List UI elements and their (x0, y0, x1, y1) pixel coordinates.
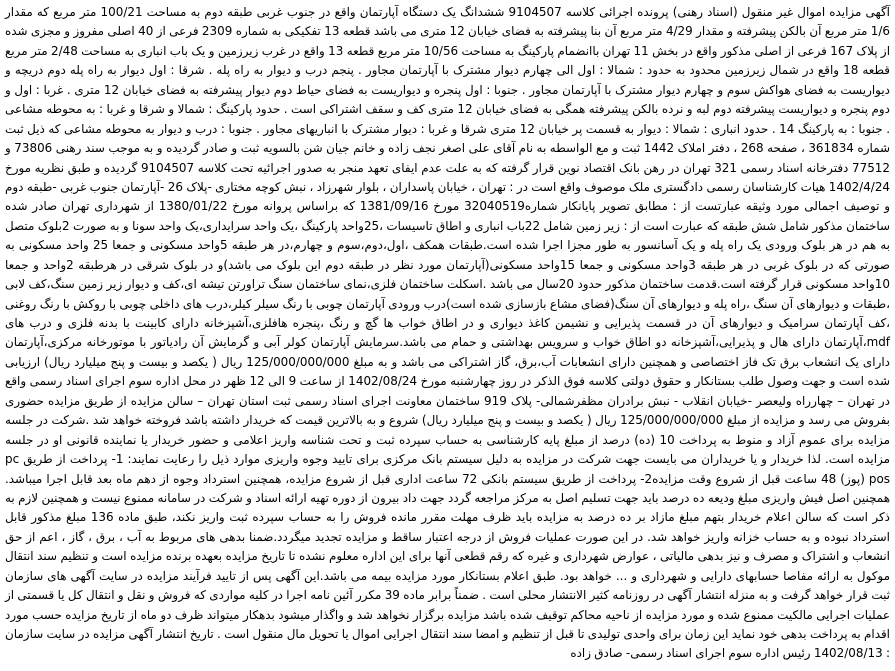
auction-notice-text: آگهی مزایده اموال غیر منقول (اسناد رهنی) پرونده اجرائی کلاسه 9104507 ششدانگ یک دستگاه آپارتمان واقع در جنوب غربی طبقه دوم به مساحت 100/21 متر مربع که مقدار 1/6 متر مربع آن بالکن پیشرفته و مقدار 4/29 متر مربع آن بنا پیشرفته به فضای خیابان 12 متری می باشد قطعه 13 تفکیکی به شماره 2309 فرعی از 40 اصلی مفروز و مجزی شده از پلاک 167 فرعی از اصلی مذکور واقع در بخش 11 تهران باانضمام پارکینگ به مساحت 10/56 متر مربع قطعه 13 واقع در غرب زیرزمین و یک باب انباری به مساحت 2/48 متر مربع قطعه 18 واقع در شمال زیرزمین محدود به حدود : شمالا : اول الی چهارم دیوار مشترک با آپارتمان مجاور . پنجم درب و دیوار به راه پله . شرقا : اول دیوار به راه پله دوم دریچه و دیواریست به فضای هواکش سوم و چهارم دیوار مشترک با آپارتمان مجاور . جنوبا : اول پنجره و دیواریست به فضای حیاط دوم دیوار پیشرفته به فضای خیابان 12 متری . غربا : اول و دوم پنجره و دیواریست پیشرفته دوم لبه و نرده بالکن پیشرفته همگی به فضای خیابان 12 متری کف و سقف اشتراکی است . حدود پارکینگ : شمالا و شرقا و غربا : به محوطه مشاعی . جنوبا : به پارکینگ 14 . حدود انباری : شمالا : دیوار به قسمت پر خیابان 12 متری شرقا و غربا : دیوار مشترک با انباریهای مجاور . جنوبا : درب و دیوار به محوطه مشاعی که ذیل ثبت شماره 361834 ، صفحه 268 ، دفتر املاک 1442 ثبت و مع الواسطه به نام آقای علی اصغر نجف زاده و خانم جیان شن بالسویه ثبت و صادر گردیده و به موجب سند رهنی 73806 و 77512 دفترخانه اسناد رسمی 321 تهران در رهن بانک اقتصاد نوین قرار گرفته که به علت عدم ایفای تعهد منجر به صدور اجرائیه تحت کلاسه 9104507 گردیده و طبق نظریه مورخ 1402/4/24 هیات کارشناسان رسمی دادگستری ملک موصوف واقع است در : تهران ، خیابان پاسداران ، بلوار شهرزاد ، نبش کوچه مختاری -پلاک 26 -آپارتمان جنوب غربی -طبقه دوم و توصیف اجمالی مورد وثیقه عبارتست از : مطابق تصویر پایانکار شماره32040519 مورخ 1381/09/16 که براساس پروانه مورخ 1380/01/22 از شهرداری تهران صادر شده ساختمان مذکور شامل شش طبقه که عبارت است از : زیر زمین شامل 22باب انباری و اطاق تاسیسات ،25واحد پارکینگ ،یک واحد سرایداری،یک واحد سونا و به صورت 2بلوک متصل به هم در هر بلوک ورودی یک راه پله و یک آسانسور به طور مجزا اجرا شده است.طبقات همکف ،اول،دوم،سوم و چهارم،در هر طبقه 5واحد مسکونی و جمعا 25 واحد مسکونی به صورتی که در بلوک غربی در هر طبقه 3واحد مسکونی و جمعا 15واحد مسکونی(آپارتمان مورد نظر در طبقه دوم این بلوک می باشد)و در بلوک شرقی در هرطبقه 2واحد و جمعا 10واحد مسکونی قرار گرفته است.قدمت ساختمان مذکور حدود 20سال می باشد .اسکلت ساختمان فلزی،نمای ساختمان سنگ تراورتن تیشه ای،کف و دیوار زیر زمین سنگ،کف لابی ،طبقات و دیوارهای آن سنگ ،راه پله و دیوارهای آن سنگ(فضای مشاع بازسازی شده است)درب ورودی آپارتمان چوبی با رنگ سیلر کیلر،درب های داخلی چوبی با روکش با رنگ روغنی ،کف آپارتمان سرامیک و دیوارهای آن در قسمت پذیرایی و نشیمن کاغذ دیواری و در اطاق خواب ها گچ و رنگ ،پنجره هافلزی،آشپزخانه دارای کابینت با بدنه فلزی و درب های mdf،آپارتمان دارای هال و پذیرایی،آشپزخانه دو اطاق خواب و سرویس بهداشتی و حمام می باشد.سرمایش آپارتمان کولر آبی و گرمایش آن رادیاتور با موتورخانه مرکزی،آپارتمان دارای یک انشعاب برق تک فاز اختصاصی و همچنین دارای انشعابات آب،برق، گاز اشتراکی می باشد و به مبلغ 125/000/000/000 ریال ( یکصد و بیست و پنج میلیارد ریال) ارزیابی شده است و جهت وصول طلب بستانکار و حقوق دولتی کلاسه فوق الذکر در روز چهارشنبه مورخ 1402/08/24 از ساعت 9 الی 12 ظهر در محل اداره سوم اجرای اسناد رسمی واقع در تهران – چهارراه ولیعصر -خیابان انقلاب - نبش برادران مظفرشمالی- پلاک 919 ساختمان معاونت اجرای اسناد رسمی ثبت استان تهران – سالن مزایده از طریق مزایده حضوری بفروش می رسد و مزایده از مبلغ 125/000/000/000 ریال ( یکصد و بیست و پنج میلیارد ریال) شروع و به بالاترین قیمت که خریدار داشته باشد فروخته خواهد شد .شرکت در جلسه مزایده برای عموم آزاد و منوط به پرداخت 10 (ده) درصد از مبلغ پایه کارشناسی به حساب سپرده ثبت و تحت شناسه واریز اعلامی و حضور خریدار یا نماینده قانونی او در جلسه مزایده است. لذا خریدار و یا خریداران می بایست جهت شرکت در مزایده به دلیل سیستم بانک مرکزی برای تایید وجوه واریزی موارد ذیل را رعایت نمایند: 1- پرداخت از طریق pc pos (پوز) 48 ساعت قبل از شروع وقت مزایده2- پرداخت از طریق سیستم بانکی 72 ساعت اداری قبل از شروع مزایده، همچنین استرداد وجوه از دهم ماه بعد قابل اجرا میباشد. همچنین اصل فیش واریزی مبلغ ودیعه ده درصد باید جهت تسلیم اصل به مرکز مراجعه گردد جهت داد بیرون از دوره تهیه ارائه اسناد و شرکت در سامانه ممنوع نیست و همچنین لازم به ذکر است که سالن اعلام خریدار بتهم مبلغ مازاد بر ده درصد به مزایده باید ظرف مهلت مقرر مانده فروش را به حساب سپرده ثبت واریز نکند، طبق ماده 136 مبلغ مذکور قابل استرداد نبوده و به حساب خزانه واریز خواهد شد. در این صورت عملیات فروش از درجه اعتبار ساقط و مزایده تجدید میگردد.ضمنا بدهی های مربوط به آب ، برق ، گاز ، اعم از حق انشعاب و اشتراک و مصرف و نیز بدهی مالیاتی ، عوارض شهرداری و غیره که رقم قطعی آنها برای این اداره معلوم نشده تا تاریخ مزایده بعهده برنده مزایده است و تنظیم سند انتقال موکول به ارائه مفاصا حسابهای دارایی و شهرداری و ... خواهد بود. طبق اعلام بستانکار مورد مزایده بیمه می باشد.این آگهی پس از تایید فرآیند مزایده در سایت آگهی های سازمان ثبت قرار خواهد گرفت و به منزله انتشار آگهی در روزنامه کثیر الانتشار محلی است . ضمناً برابر ماده 39 مکرر آئین نامه اجرا در کلیه مواردی که فروش و نقل و انتقال کل یا قسمتی از عملیات اجرایی مالکیت ممنوع شده و مورد مزایده از ناحیه محاکم توقیف شده باشد مزایده برگزار نخواهد شد و واگذار میشود بدهکار میتواند ظرف دو ماه از تاریخ مزایده حسب مورد اقدام به پرداخت بدهی خود نماید این زمان برای واحدی تولیدی تا قبل از تنظیم و امضا سند انتقال اجرایی اموال یا تحویل مال منقول است . تاریخ انتشار آگهی مزایده در سایت سازمان : 1402/08/13 رئیس اداره سوم اجرای اسناد رسمی- صادق زاده (5, 5, 891, 661)
